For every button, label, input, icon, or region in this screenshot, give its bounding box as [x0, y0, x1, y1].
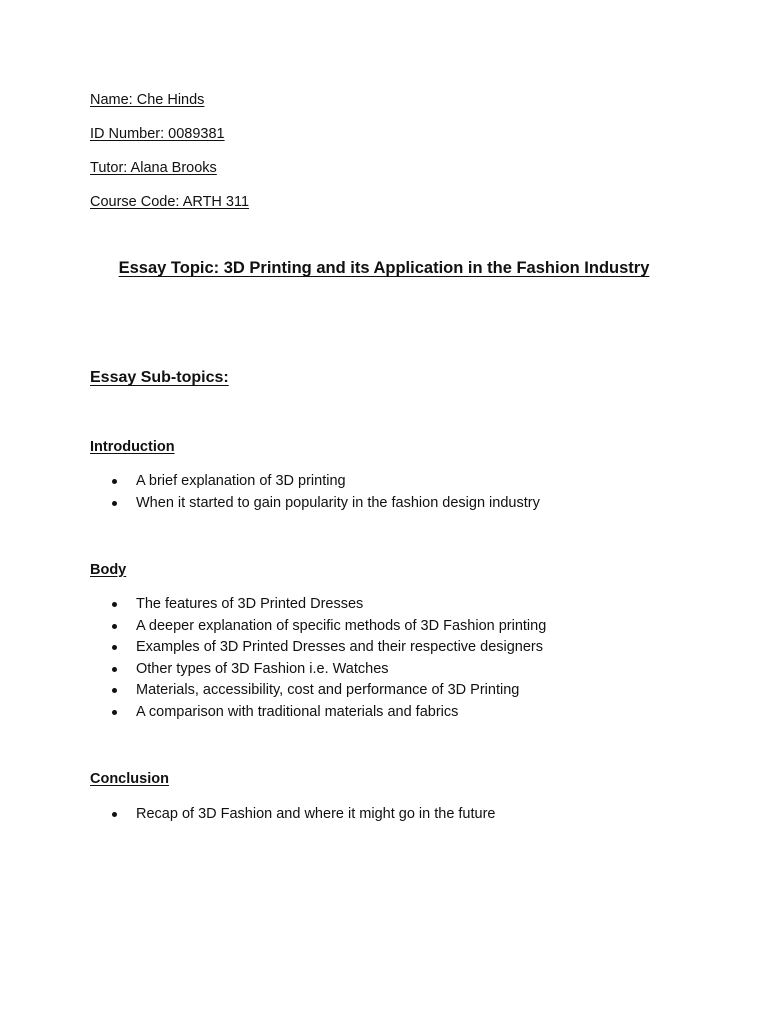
id-number: ID Number: 0089381	[90, 126, 225, 142]
list-item	[90, 702, 546, 724]
course-code: Course Code: ARTH 311	[90, 194, 250, 210]
introduction-list	[90, 471, 540, 514]
body-heading: Body	[90, 562, 127, 578]
conclusion-heading: Conclusion	[90, 771, 169, 787]
list-item-text: Other types of 3D Fashion i.e. Watches	[136, 660, 389, 677]
list-item-text: Materials, accessibility, cost and performance of 3D Printing	[136, 682, 520, 699]
bullet-icon	[112, 645, 117, 650]
student-name: Name: Che Hinds	[90, 92, 205, 108]
essay-title: Essay Topic: 3D Printing and its Application in the Fashion Industry	[118, 259, 650, 277]
list-item-text: When it started to gain popularity in the fashion design industry	[136, 494, 540, 511]
bullet-icon	[112, 624, 117, 629]
tutor: Tutor: Alana Brooks	[90, 160, 217, 176]
list-item	[90, 493, 540, 515]
list-item-text: The features of 3D Printed Dresses	[136, 596, 364, 612]
bullet-icon	[112, 812, 117, 817]
bullet-icon	[112, 602, 117, 607]
list-item-text: Recap of 3D Fashion and where it might go in the future	[136, 806, 496, 822]
list-item-text: A brief explanation of 3D printing	[136, 473, 346, 489]
bullet-icon	[112, 688, 117, 693]
bullet-icon	[112, 479, 117, 484]
list-item	[90, 594, 546, 616]
list-item-text: A deeper explanation of specific methods of 3D Fashion printing	[136, 617, 547, 634]
introduction-heading: Introduction	[90, 439, 175, 455]
list-item-text: Examples of 3D Printed Dresses and their respective designers	[136, 639, 543, 656]
list-item	[90, 471, 540, 493]
bullet-icon	[112, 667, 117, 672]
body-list	[90, 594, 546, 724]
list-item	[90, 637, 546, 659]
bullet-icon	[112, 501, 117, 506]
list-item	[90, 804, 495, 826]
conclusion-list	[90, 804, 495, 826]
list-item	[90, 680, 546, 702]
bullet-icon	[112, 710, 117, 715]
list-item-text: A comparison with traditional materials and fabrics	[136, 703, 459, 720]
subtopics-heading: Essay Sub-topics:	[90, 369, 229, 386]
list-item	[90, 616, 546, 638]
list-item	[90, 659, 546, 681]
